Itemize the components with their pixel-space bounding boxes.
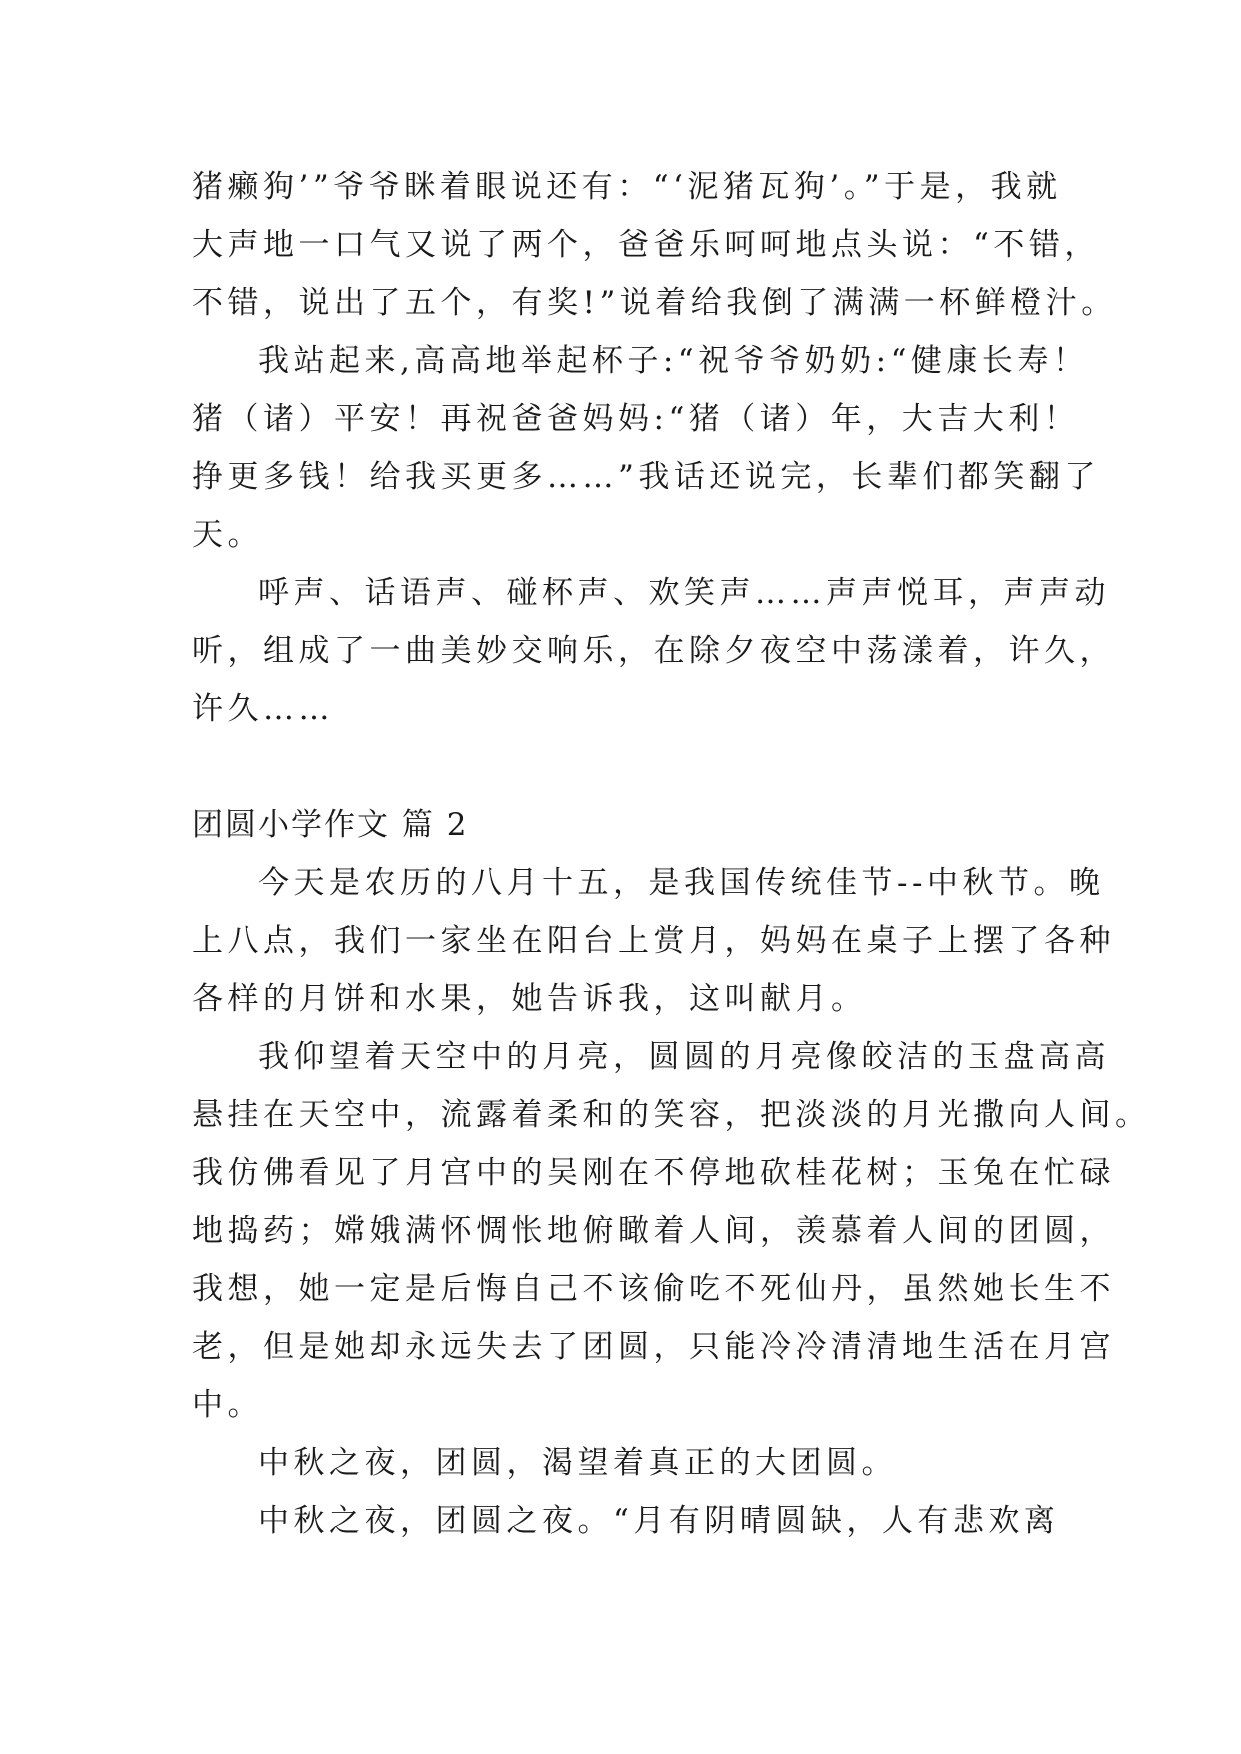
text-line: 地捣药；嫦娥满怀惆怅地俯瞰着人间，羡慕着人间的团圆， [192,1213,1115,1249]
text-line: 猪（诸）平安！再祝爸爸妈妈:“猪（诸）年，大吉大利！ [192,401,1080,437]
paragraph-start: 中秋之夜，团圆，渴望着真正的大团圆。 [258,1445,897,1481]
paragraph-start: 今天是农历的八月十五，是我国传统佳节--中秋节。晚 [258,865,1105,901]
paragraph-start: 中秋之夜，团圆之夜。“月有阴晴圆缺，人有悲欢离 [258,1503,1060,1539]
text-line: 猪癞狗’”爷爷眯着眼说还有：“‘泥猪瓦狗’。”于是，我就 [192,169,1062,205]
text-line: 悬挂在天空中，流露着柔和的笑容，把淡淡的月光撒向人间。 [192,1097,1151,1133]
text-line: 中。 [192,1387,263,1423]
text-line: 老，但是她却永远失去了团圆，只能冷冷清清地生活在月宫 [192,1329,1115,1365]
text-line: 大声地一口气又说了两个，爸爸乐呵呵地点头说：“不错， [192,227,1100,263]
text-line: 我仿佛看见了月宫中的吴刚在不停地砍桂花树；玉兔在忙碌 [192,1155,1115,1191]
text-line: 挣更多钱！给我买更多……”我话还说完，长辈们都笑翻了 [192,459,1100,495]
section-heading: 团圆小学作文 篇 2 [192,807,469,843]
text-line: 上八点，我们一家坐在阳台上赏月，妈妈在桌子上摆了各种 [192,923,1115,959]
text-line: 听，组成了一曲美妙交响乐，在除夕夜空中荡漾着，许久， [192,633,1115,669]
text-line: 各样的月饼和水果，她告诉我，这叫献月。 [192,981,867,1017]
text-line: 不错，说出了五个，有奖!”说着给我倒了满满一杯鲜橙汁。 [192,285,1117,321]
text-line: 天。 [192,517,263,553]
paragraph-start: 呼声、话语声、碰杯声、欢笑声……声声悦耳，声声动 [258,575,1110,611]
text-line: 许久…… [192,691,334,727]
section-gap [192,738,1072,796]
document-body [192,158,1151,1550]
paragraph-start: 我站起来,高高地举起杯子:“祝爷爷奶奶:“健康长寿！ [258,343,1089,379]
text-line: 我想，她一定是后悔自己不该偷吃不死仙丹，虽然她长生不 [192,1271,1115,1307]
paragraph-start: 我仰望着天空中的月亮，圆圆的月亮像皎洁的玉盘高高 [258,1039,1110,1075]
